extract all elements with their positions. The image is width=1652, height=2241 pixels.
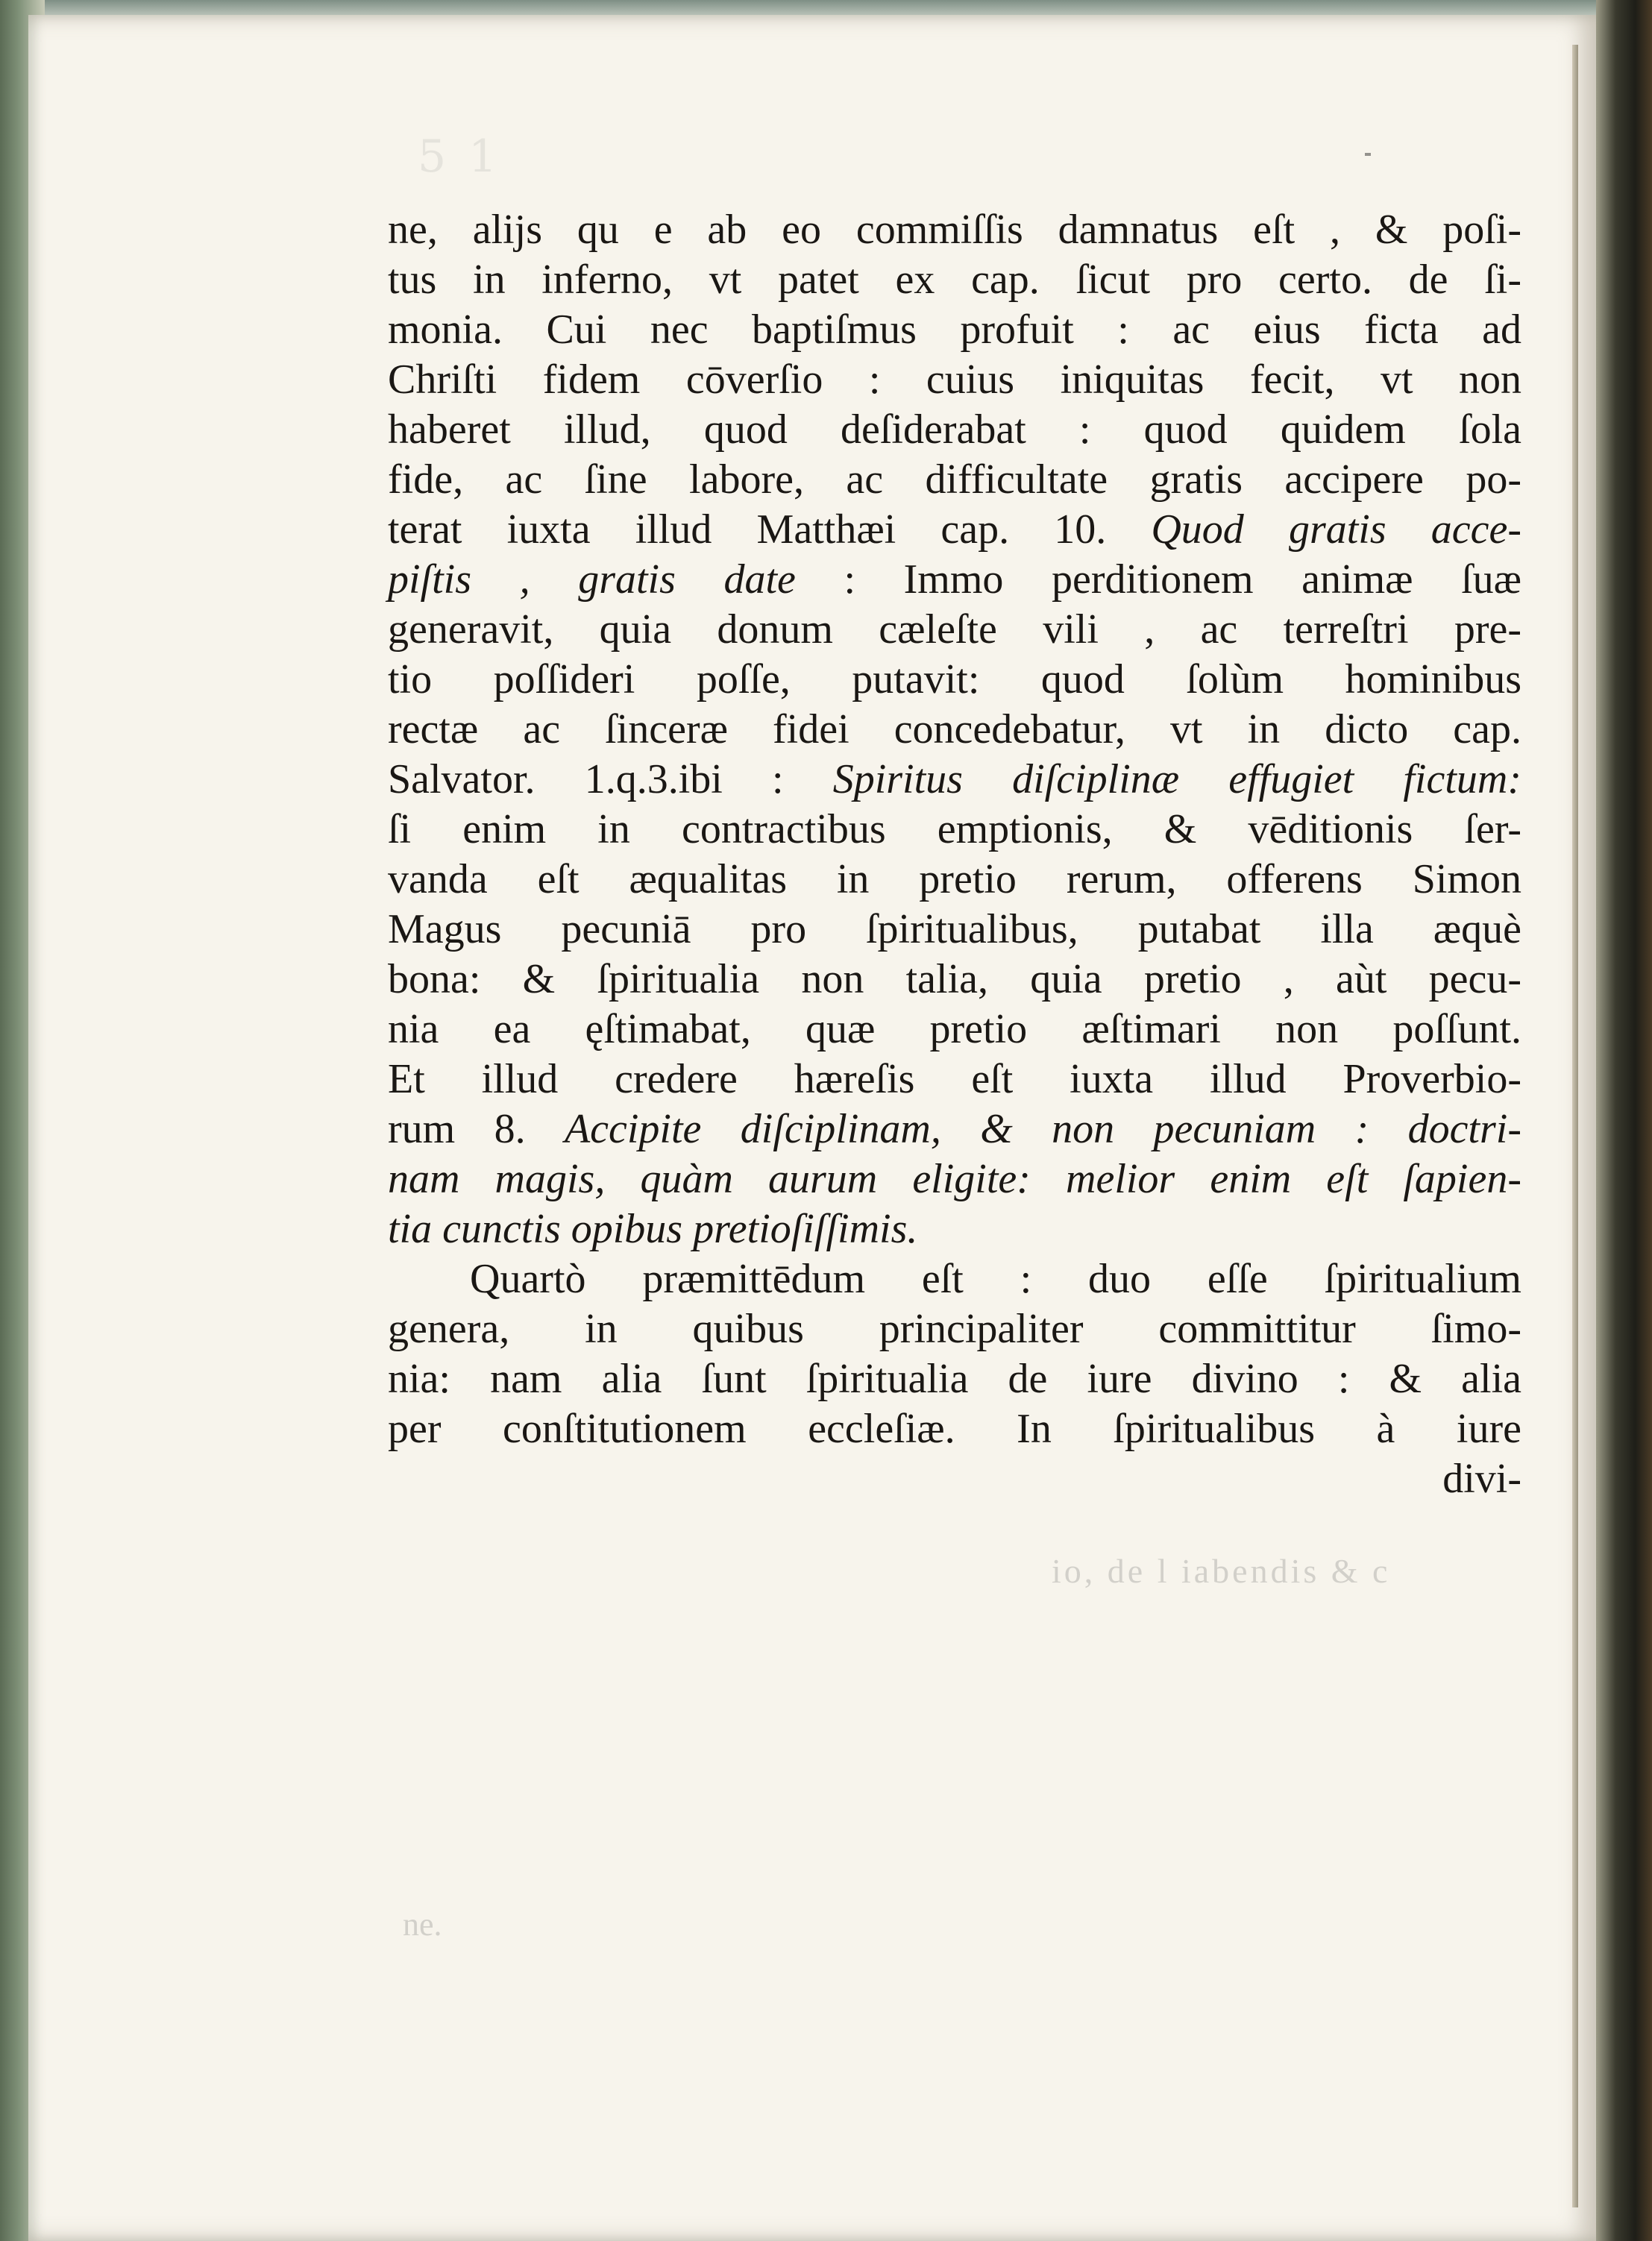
text-segment: rectæ ac ſinceræ fidei concedebatur, vt in dicto cap. [388,706,1521,752]
text-segment: Magus pecuniā pro ſpiritualibus, putabat illa æquè [388,906,1521,952]
text-line [388,955,1521,1005]
text-line [388,205,1521,255]
show-through-text-mid: io, de l iabendis & c [1052,1552,1391,1590]
text-segment: fide, ac ſine labore, ac difficultate gratis accipere po- [388,456,1521,503]
text-line [388,805,1521,855]
text-segment: Quartò præmittēdum eſt : duo eſſe ſpiritualium [470,1256,1521,1302]
text-line [388,1055,1521,1104]
italic-text-segment: piſtis , gratis date [388,556,796,603]
text-segment: nia: nam alia ſunt ſpiritualia de iure divino : & alia [388,1356,1521,1402]
text-line [388,655,1521,705]
text-segment: ne, alijs qu e ab eo commiſſis damnatus eſt , & poſi- [388,207,1521,253]
text-segment: vanda eſt æqualitas in pretio rerum, offerens Simon [388,856,1521,902]
text-segment: generavit, quia donum cæleſte vili , ac terreſtri pre- [388,606,1521,653]
text-segment: divi- [1442,1456,1521,1502]
text-line [388,505,1521,555]
text-line [388,705,1521,755]
text-line [388,405,1521,455]
text-segment: haberet illud, quod deſiderabat : quod quidem ſola [388,406,1521,453]
text-line [388,555,1521,605]
ink-speck [1365,153,1371,156]
text-line [388,1154,1521,1204]
italic-text-segment: Spiritus diſciplinæ effugiet fictum: [832,756,1521,802]
italic-text-segment: nam magis, quàm aurum eligite: melior enim eſt ſapien- [388,1156,1521,1202]
book-binding-right [1596,0,1652,2241]
text-segment: Et illud credere hæreſis eſt iuxta illud Proverbio- [388,1056,1521,1102]
text-line [388,855,1521,905]
text-segment: rum 8. [388,1106,565,1152]
text-segment: Chriſti fidem cōverſio : cuius iniquitas fecit, vt non [388,356,1521,403]
text-line [388,305,1521,355]
text-line [388,255,1521,305]
text-segment: tio poſſideri poſſe, putavit: quod ſolùm hominibus [388,656,1521,703]
text-segment: tus in inferno, vt patet ex cap. ſicut pro certo. de ſi- [388,257,1521,303]
text-segment: per conſtitutionem eccleſiæ. In ſpiritualibus à iure [388,1406,1521,1452]
text-line [388,1454,1521,1504]
text-line [388,905,1521,955]
text-segment: monia. Cui nec baptiſmus profuit : ac eius ficta ad [388,307,1521,353]
text-segment: Salvator. 1.q.3.ibi : [388,756,833,802]
text-line [388,355,1521,405]
text-line [388,1104,1521,1154]
text-line [388,755,1521,805]
text-segment: bona: & ſpiritualia non talia, quia pretio , aùt pecu- [388,956,1521,1002]
show-through-text-top: 51 [418,131,520,183]
page-edge [1572,45,1578,2207]
text-line [388,1404,1521,1454]
text-segment: terat iuxta illud Matthæi cap. 10. [388,506,1152,553]
italic-text-segment: Quod gratis acce- [1151,506,1521,553]
text-segment: ſi enim in contractibus emptionis, & vēditionis ſer- [388,806,1521,852]
text-line [388,455,1521,505]
text-segment: genera, in quibus principaliter committitur ſimo- [388,1306,1521,1352]
text-segment: : Immo perditionem animæ ſuæ [795,556,1521,603]
text-line [388,1204,1521,1254]
italic-text-segment: Accipite diſciplinam, & non pecuniam : doctri- [564,1106,1521,1152]
italic-text-segment: tia cunctis opibus pretioſiſſimis. [388,1206,918,1252]
text-line [388,1005,1521,1055]
show-through-text-bottom: ne. [403,1906,442,1943]
text-line [388,605,1521,655]
page-text [388,205,1521,1504]
text-line [388,1304,1521,1354]
text-line [388,1354,1521,1404]
text-segment: nia ea ęſtimabat, quæ pretio æſtimari non poſſunt. [388,1006,1521,1052]
text-line [388,1254,1521,1304]
